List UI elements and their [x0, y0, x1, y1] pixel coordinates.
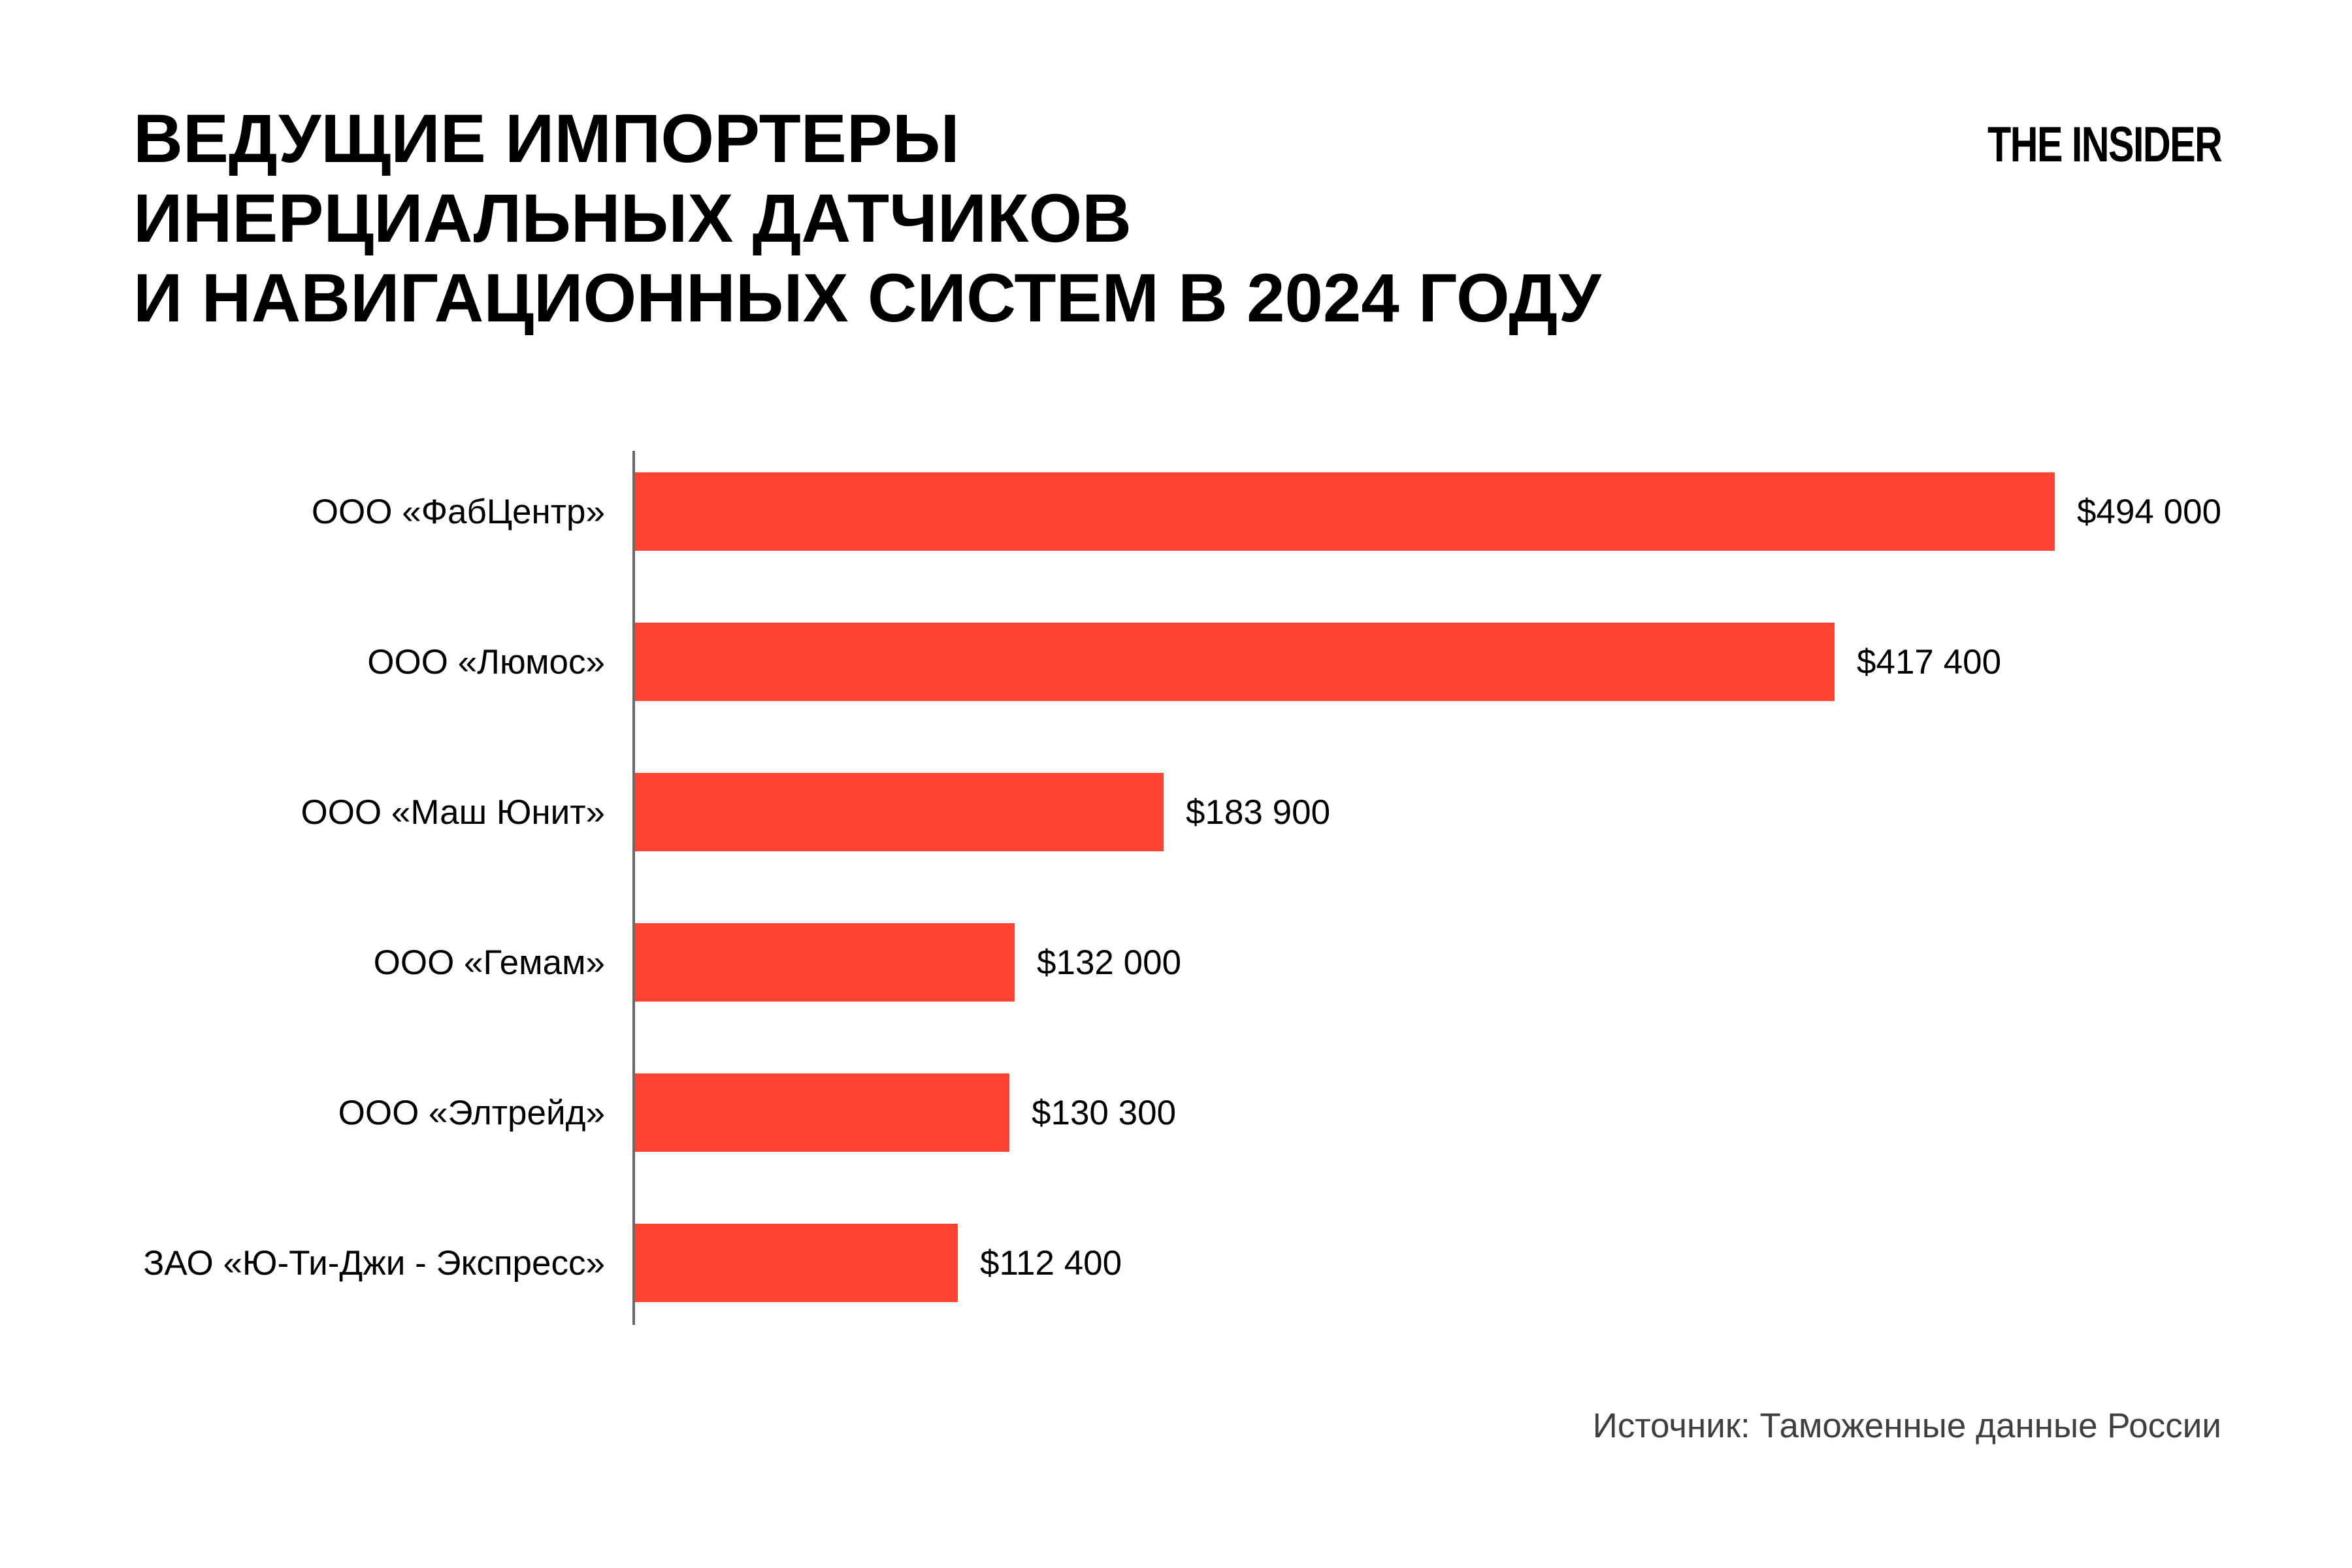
bar: [635, 773, 1164, 851]
bar-track: [635, 623, 2352, 701]
category-label: ООО «Люмос»: [367, 642, 605, 681]
page-title-line-2: ИНЕРЦИАЛЬНЫХ ДАТЧИКОВ: [133, 180, 1132, 257]
bar: [635, 623, 1835, 701]
bar: [635, 472, 2055, 551]
page-title: [133, 99, 1601, 338]
chart-row: [0, 1037, 2352, 1188]
bar-track: [635, 472, 2352, 551]
bar-track: [635, 773, 2352, 851]
category-label: ООО «ФабЦентр»: [311, 492, 605, 531]
y-axis-line: [632, 451, 635, 1325]
chart-row: [0, 1188, 2352, 1338]
the-insider-logo: THE INSIDER: [1987, 117, 2221, 172]
chart-row: [0, 887, 2352, 1037]
bar: [635, 1224, 958, 1302]
value-label: $417 400: [1857, 642, 2002, 681]
value-label: $130 300: [1032, 1093, 1177, 1132]
page-title-line-3: И НАВИГАЦИОННЫХ СИСТЕМ В 2024 ГОДУ: [133, 260, 1601, 336]
value-label: $112 400: [980, 1243, 1122, 1282]
bar: [635, 923, 1015, 1002]
chart-row: [0, 737, 2352, 887]
bar-chart: [0, 436, 2352, 1338]
page-title-line-1: ВЕДУЩИЕ ИМПОРТЕРЫ: [133, 101, 960, 177]
value-label: $494 000: [2077, 492, 2222, 531]
category-label: ООО «Гемам»: [373, 943, 605, 982]
bar: [635, 1073, 1009, 1152]
category-label: ООО «Элтрейд»: [338, 1093, 605, 1132]
chart-row: [0, 436, 2352, 587]
category-label: ООО «Маш Юнит»: [301, 792, 605, 832]
source-note: Источник: Таможенные данные России: [1592, 1407, 2221, 1445]
bar-track: [635, 1073, 2352, 1152]
value-label: $132 000: [1037, 943, 1182, 982]
bar-track: [635, 1224, 2352, 1302]
bar-track: [635, 923, 2352, 1002]
category-label: ЗАО «Ю-Ти-Джи - Экспресс»: [143, 1243, 605, 1282]
value-label: $183 900: [1186, 792, 1331, 832]
chart-row: [0, 587, 2352, 737]
